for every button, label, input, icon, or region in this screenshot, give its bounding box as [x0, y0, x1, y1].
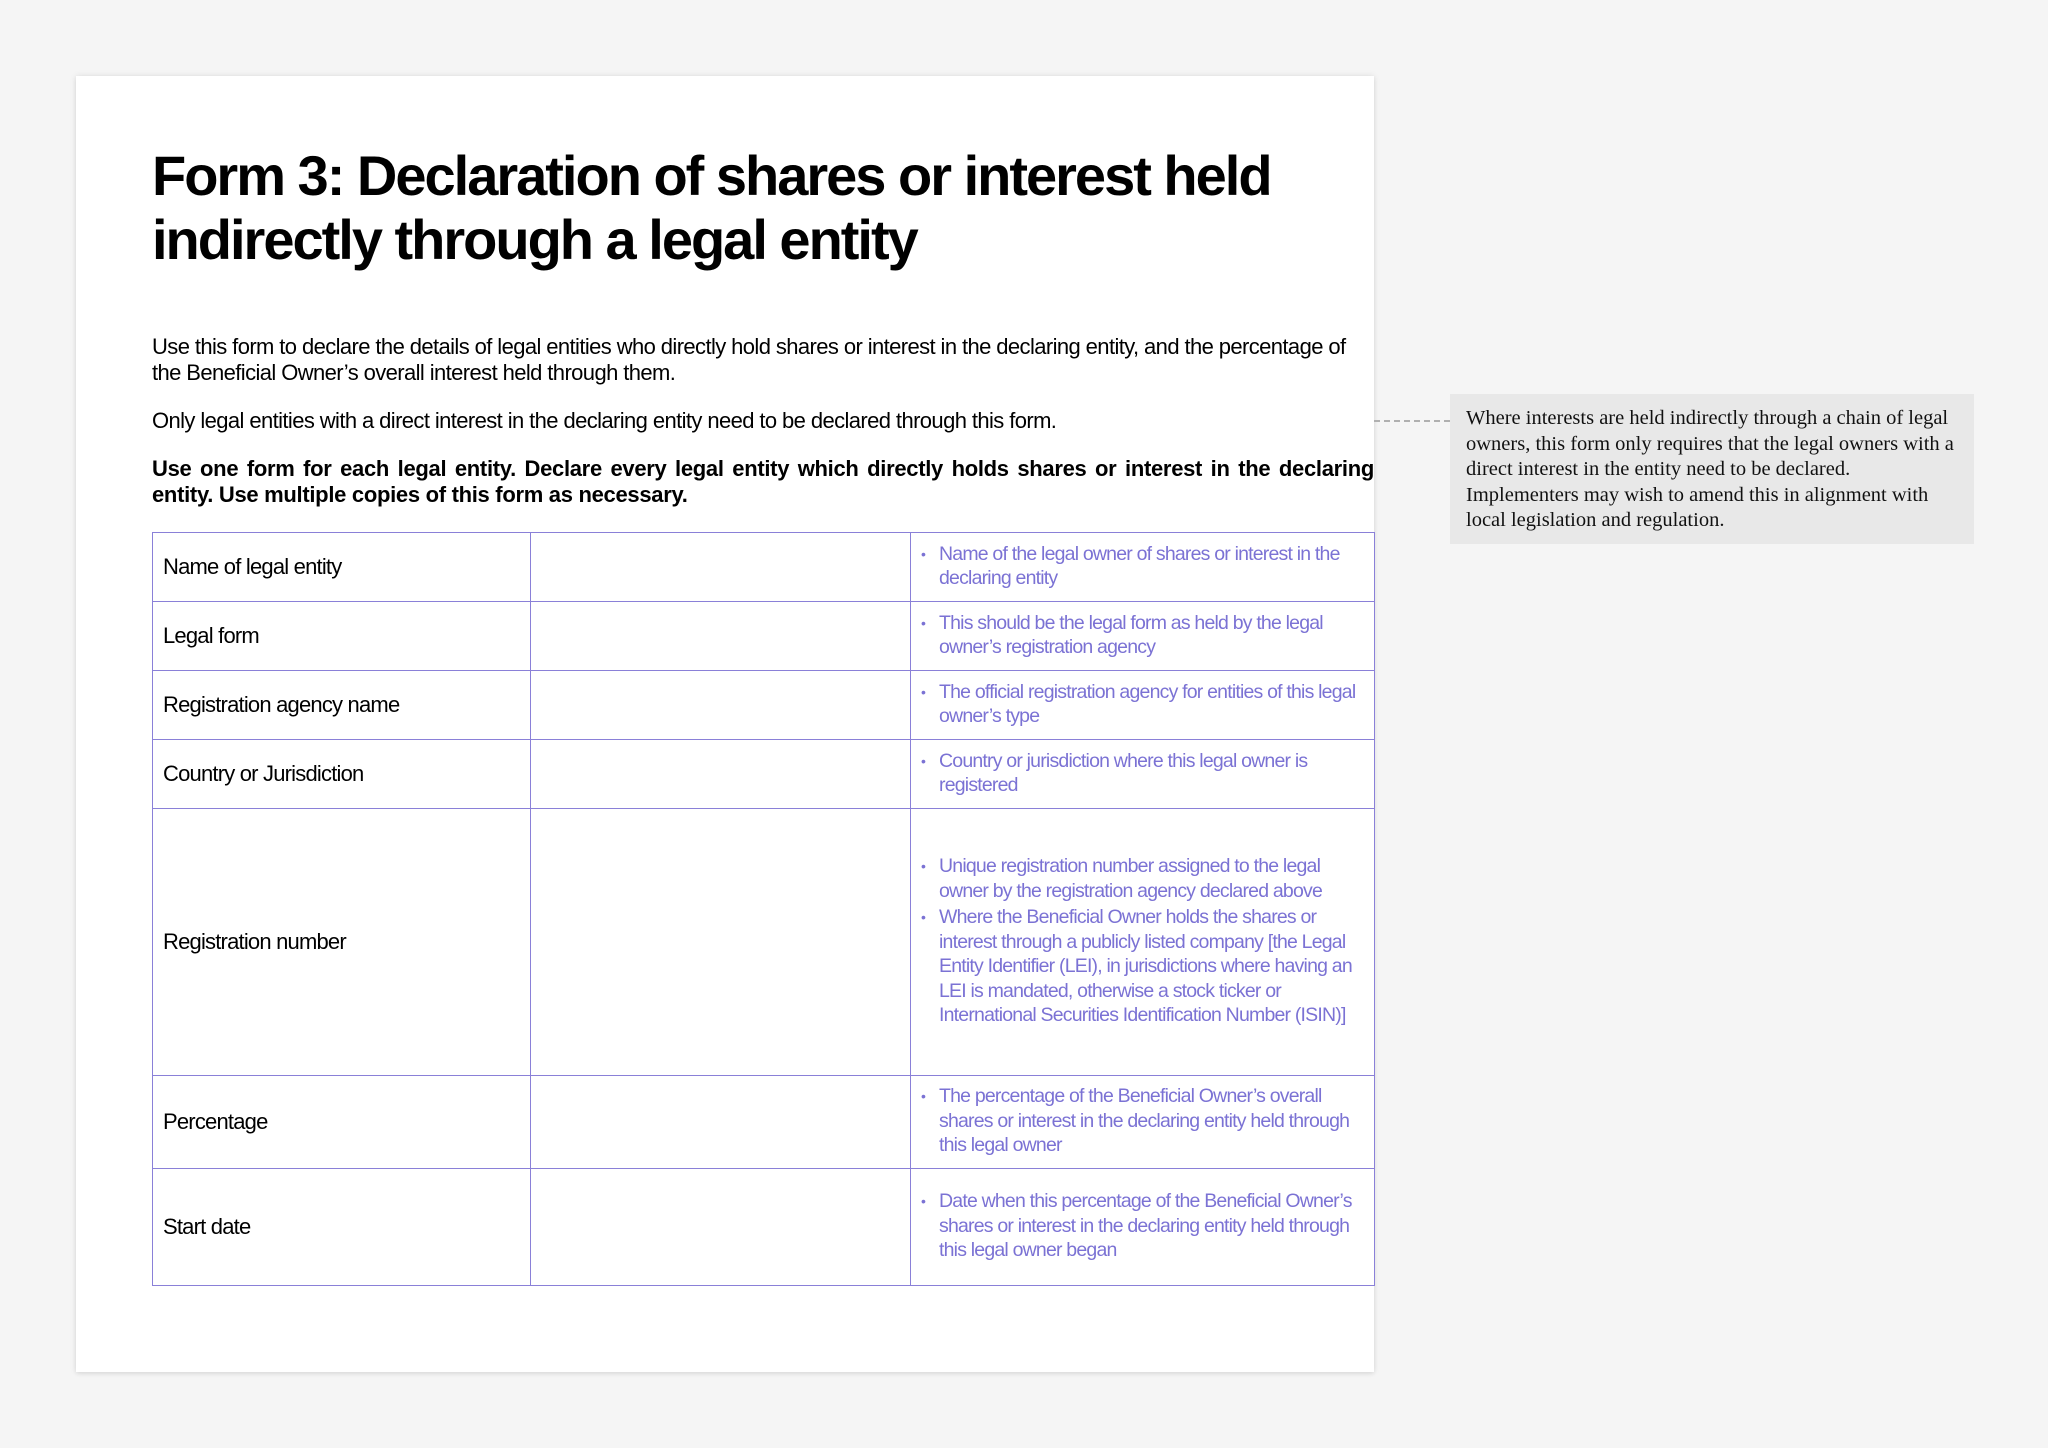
- field-hint: [911, 1076, 1375, 1169]
- field-hint: [911, 602, 1375, 671]
- hint-item: • The percentage of the Beneficial Owner’s overall shares or interest in the declaring entity held through this legal owner: [921, 1084, 1368, 1158]
- percentage-field[interactable]: [531, 1076, 911, 1169]
- hint-item: • Date when this percentage of the Beneficial Owner’s shares or interest in the declaring entity held through this legal owner began: [921, 1189, 1368, 1263]
- hint-item: • Name of the legal owner of shares or interest in the declaring entity: [921, 542, 1368, 591]
- table-row: [153, 809, 1375, 1076]
- intro-paragraph: Only legal entities with a direct interest in the declaring entity need to be declared through this form.: [152, 408, 1057, 433]
- table-row: [153, 671, 1375, 740]
- field-hint: [911, 740, 1375, 809]
- field-hint: [911, 533, 1375, 602]
- instruction-paragraph: Use one form for each legal entity. Declare every legal entity which directly holds shares or interest in the declaring entity. Use multiple copies of this form as necessary.: [152, 456, 1374, 507]
- field-hint: [911, 1169, 1375, 1286]
- table-row: [153, 602, 1375, 671]
- hint-item: • This should be the legal form as held by the legal owner’s registration agency: [921, 611, 1368, 660]
- field-label: Legal form: [153, 602, 531, 671]
- country-or-jurisdiction-field[interactable]: [531, 740, 911, 809]
- field-label: Start date: [153, 1169, 531, 1286]
- field-label: Country or Jurisdiction: [153, 740, 531, 809]
- declaration-form-table: [152, 532, 1375, 1286]
- annotation-connector: [1374, 420, 1450, 422]
- side-annotation-note: Where interests are held indirectly through a chain of legal owners, this form only requires that the legal owners with a direct interest in the entity need to be declared. Implementers may wish to amend this in alignment with local legislation and regulation.: [1450, 394, 1974, 544]
- hint-item: • Where the Beneficial Owner holds the shares or interest through a publicly listed company [the Legal Entity Identifier (LEI), in jurisdictions where having an LEI is mandated, otherwise a stock ticker or International Securities Identification Number (ISIN)]: [921, 905, 1368, 1028]
- field-hint: [911, 809, 1375, 1076]
- field-label: Registration agency name: [153, 671, 531, 740]
- intro-section: [152, 334, 1374, 530]
- field-label: Percentage: [153, 1076, 531, 1169]
- table-row: [153, 1169, 1375, 1286]
- legal-form-field[interactable]: [531, 602, 911, 671]
- name-of-legal-entity-field[interactable]: [531, 533, 911, 602]
- table-row: [153, 1076, 1375, 1169]
- field-label: Name of legal entity: [153, 533, 531, 602]
- registration-agency-name-field[interactable]: [531, 671, 911, 740]
- table-row: [153, 533, 1375, 602]
- field-label: Registration number: [153, 809, 531, 1076]
- field-hint: [911, 671, 1375, 740]
- table-row: [153, 740, 1375, 809]
- hint-item: • Unique registration number assigned to the legal owner by the registration agency declared above: [921, 854, 1368, 903]
- hint-item: • The official registration agency for entities of this legal owner’s type: [921, 680, 1368, 729]
- page-title: Form 3: Declaration of shares or interest held indirectly through a legal entity: [152, 144, 1271, 271]
- registration-number-field[interactable]: [531, 809, 911, 1076]
- intro-paragraph: Use this form to declare the details of legal entities who directly hold shares or interest in the declaring entity, and the percentage of the Beneficial Owner’s overall interest held through them.: [152, 334, 1346, 385]
- start-date-field[interactable]: [531, 1169, 911, 1286]
- document-page: [76, 76, 1374, 1372]
- hint-item: • Country or jurisdiction where this legal owner is registered: [921, 749, 1368, 798]
